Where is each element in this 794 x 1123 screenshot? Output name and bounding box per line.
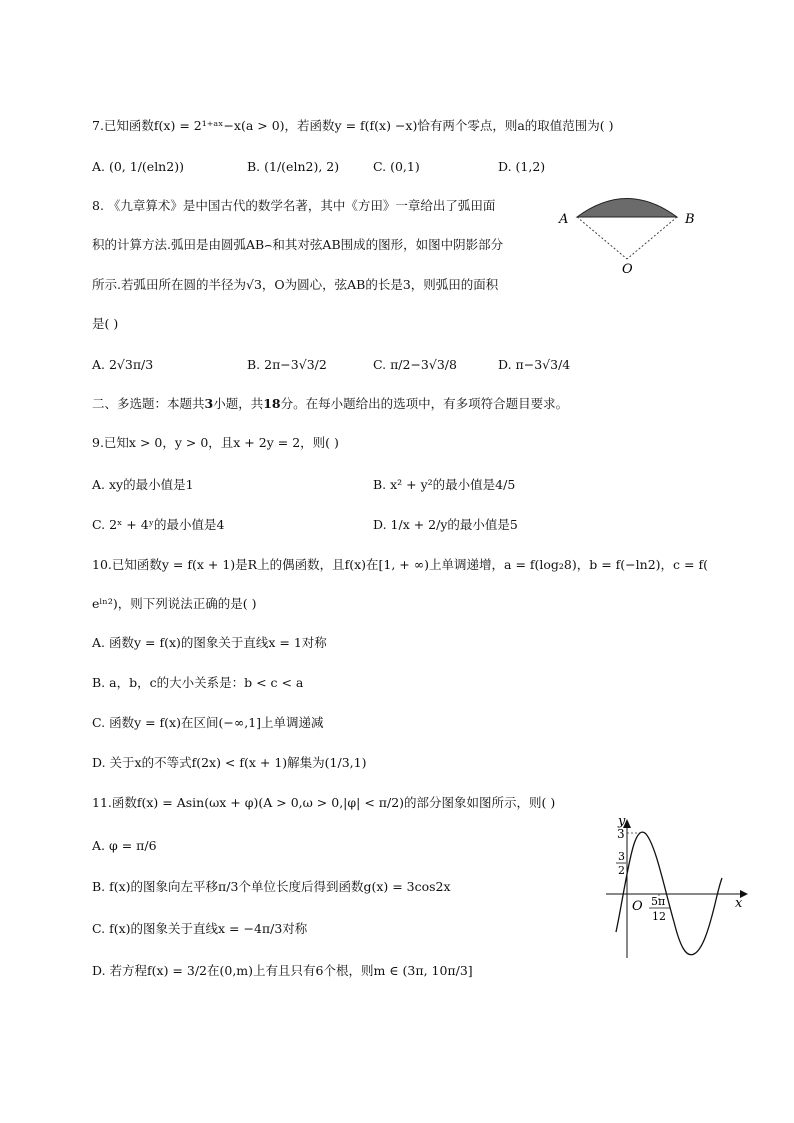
label-tick-den: 12 xyxy=(652,910,666,923)
q10-line-2: eˡⁿ²)，则下列说法正确的是( ) xyxy=(92,596,257,611)
q11-stem: 11.函数f(x) = Asin(ωx + φ)(A > 0,ω > 0,|φ| < π/2)的部分图象如图所示，则( ) xyxy=(92,795,556,810)
section-2-heading xyxy=(92,395,568,413)
section-2-points: 18 xyxy=(263,396,281,411)
section-2-suffix: 分。在每小题给出的选项中，有多项符合题目要求。 xyxy=(280,396,569,411)
q9-option-a: A. xy的最小值是1 xyxy=(92,477,194,492)
q7-stem: 7.已知函数f(x) = 2¹⁺ᵃˣ−x(a > 0)，若函数y = f(f(x) −x)恰有两个零点，则a的取值范围为( ) xyxy=(92,118,614,133)
q10-line-1: 10.已知函数y = f(x + 1)是R上的偶函数，且f(x)在[1, + ∞)上单调递增，a = f(log₂8)，b = f(−ln2)，c = f( xyxy=(92,557,708,572)
q10-option-a: A. 函数y = f(x)的图象关于直线x = 1对称 xyxy=(92,635,327,650)
label-tick-num: 5π xyxy=(651,895,666,908)
radius-oa xyxy=(577,217,627,259)
label-half-den: 2 xyxy=(618,864,625,877)
arc-field-figure xyxy=(555,192,705,280)
q9-option-d: D. 1/x + 2/y的最小值是5 xyxy=(373,517,518,532)
radius-ob xyxy=(627,217,677,259)
q9-stem: 9.已知x > 0，y > 0，且x + 2y = 2，则( ) xyxy=(92,435,339,450)
q8-line-1: 8. 《九章算术》是中国古代的数学名著，其中《方田》一章给出了弧田面 xyxy=(92,198,496,213)
q9-option-c: C. 2ˣ + 4ʸ的最小值是4 xyxy=(92,517,225,532)
label-max: 3 xyxy=(617,827,625,841)
q11-option-b: B. f(x)的图象向左平移π/3个单位长度后得到函数g(x) = 3cos2x xyxy=(92,879,451,894)
label-y: y xyxy=(618,814,626,829)
sine-graph-figure xyxy=(598,812,758,962)
label-o: O xyxy=(622,262,633,277)
q11-option-d: D. 若方程f(x) = 3/2在(0,m)上有且只有6个根，则m ∈ (3π, 10π/3] xyxy=(92,963,473,978)
q8-option-a: A. 2√3π/3 xyxy=(92,357,154,372)
q11-option-a: A. φ = π/6 xyxy=(92,838,157,853)
q10-option-c: C. 函数y = f(x)在区间(−∞,1]上单调递减 xyxy=(92,715,324,730)
label-a: A xyxy=(559,212,569,227)
q7-option-a: A. (0, 1/(eln2)) xyxy=(92,159,184,174)
section-2-count: 3 xyxy=(204,396,214,411)
q7-option-d: D. (1,2) xyxy=(498,159,546,174)
q9-option-b: B. x² + y²的最小值是4/5 xyxy=(373,477,516,492)
label-origin: O xyxy=(632,899,643,914)
q8-line-4: 是( ) xyxy=(92,316,119,331)
q8-line-2: 积的计算方法.弧田是由圆弧AB⌢和其对弦AB围成的图形，如图中阴影部分 xyxy=(92,237,504,252)
section-2-prefix: 二、多选题：本题共 xyxy=(92,396,205,411)
q10-option-b: B. a，b，c的大小关系是：b < c < a xyxy=(92,675,304,690)
label-x: x xyxy=(735,896,743,911)
q7-option-c: C. (0,1) xyxy=(373,159,420,174)
label-half-num: 3 xyxy=(618,850,625,863)
q11-option-c: C. f(x)的图象关于直线x = −4π/3对称 xyxy=(92,921,308,936)
section-2-mid: 小题，共 xyxy=(213,396,264,411)
q8-option-d: D. π−3√3/4 xyxy=(498,357,571,372)
q7-option-b: B. (1/(eln2), 2) xyxy=(247,159,340,174)
shaded-segment xyxy=(577,199,677,218)
q8-option-c: C. π/2−3√3/8 xyxy=(373,357,457,372)
q10-option-d: D. 关于x的不等式f(2x) < f(x + 1)解集为(1/3,1) xyxy=(92,755,367,770)
sine-curve xyxy=(616,832,722,955)
q8-line-3: 所示.若弧田所在圆的半径为√3，O为圆心，弦AB的长是3，则弧田的面积 xyxy=(92,277,499,292)
label-b: B xyxy=(685,212,695,227)
q8-option-b: B. 2π−3√3/2 xyxy=(247,357,327,372)
